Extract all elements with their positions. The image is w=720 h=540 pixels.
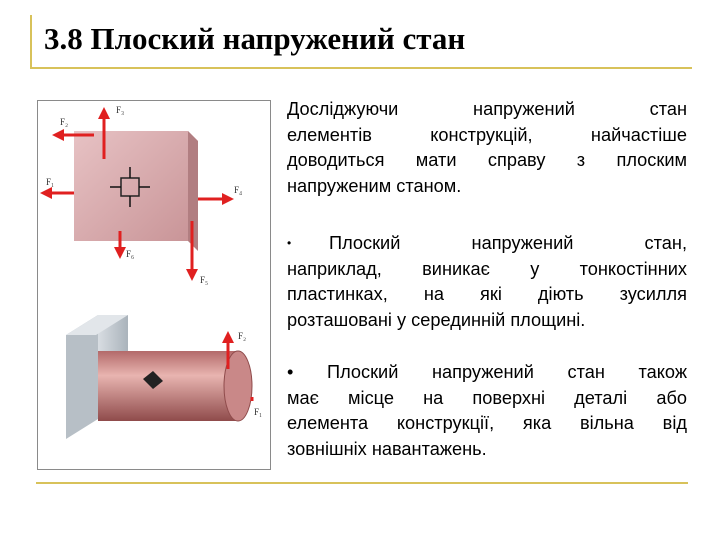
stress-illustration [37, 100, 271, 470]
p2-line-1: Плоский напружений стан, [329, 233, 687, 253]
bullet-2: • [287, 236, 292, 250]
p1-line-2: елементів конструкцій, найчастіше [287, 124, 687, 145]
p3-line-2: має місце на поверхні деталі або [287, 387, 687, 408]
label-cyl-f2: F₂ [238, 331, 247, 341]
p3-line-4: зовнішніх навантажень. [287, 438, 487, 459]
title-frame [30, 15, 692, 69]
p3-line-1: • Плоский напружений стан також [287, 362, 687, 382]
paragraph-3 [287, 360, 687, 462]
label-f6: F₆ [126, 249, 135, 259]
label-f5: F₅ [200, 275, 209, 285]
plate [74, 131, 198, 251]
p2-line-3: пластинках, на які діють зусилля [287, 284, 687, 304]
label-cyl-f1: F₁ [254, 407, 263, 417]
slide-title: 3.8 Плоский напружений стан [44, 21, 466, 56]
p2-line-2: наприклад, виникає у тонкостінних [287, 258, 687, 279]
p1-line-1: Досліджуючи напружений стан [287, 99, 687, 119]
bottom-rule [36, 482, 688, 484]
p3-line-3: елемента конструкції, яка вільна від [287, 413, 687, 433]
paragraph-2 [287, 231, 687, 333]
label-f4: F₄ [234, 185, 243, 195]
label-f2: F₂ [60, 117, 69, 127]
label-f3: F₃ [116, 105, 125, 115]
label-f1: F₁ [46, 177, 55, 187]
paragraph-1 [287, 97, 687, 199]
p1-line-3: доводиться мати справу з плоским [287, 150, 687, 170]
illustration-svg [38, 101, 270, 469]
p2-line-4: розташовані у серединній площині. [287, 309, 586, 330]
p1-line-4: напруженим станом. [287, 175, 462, 196]
